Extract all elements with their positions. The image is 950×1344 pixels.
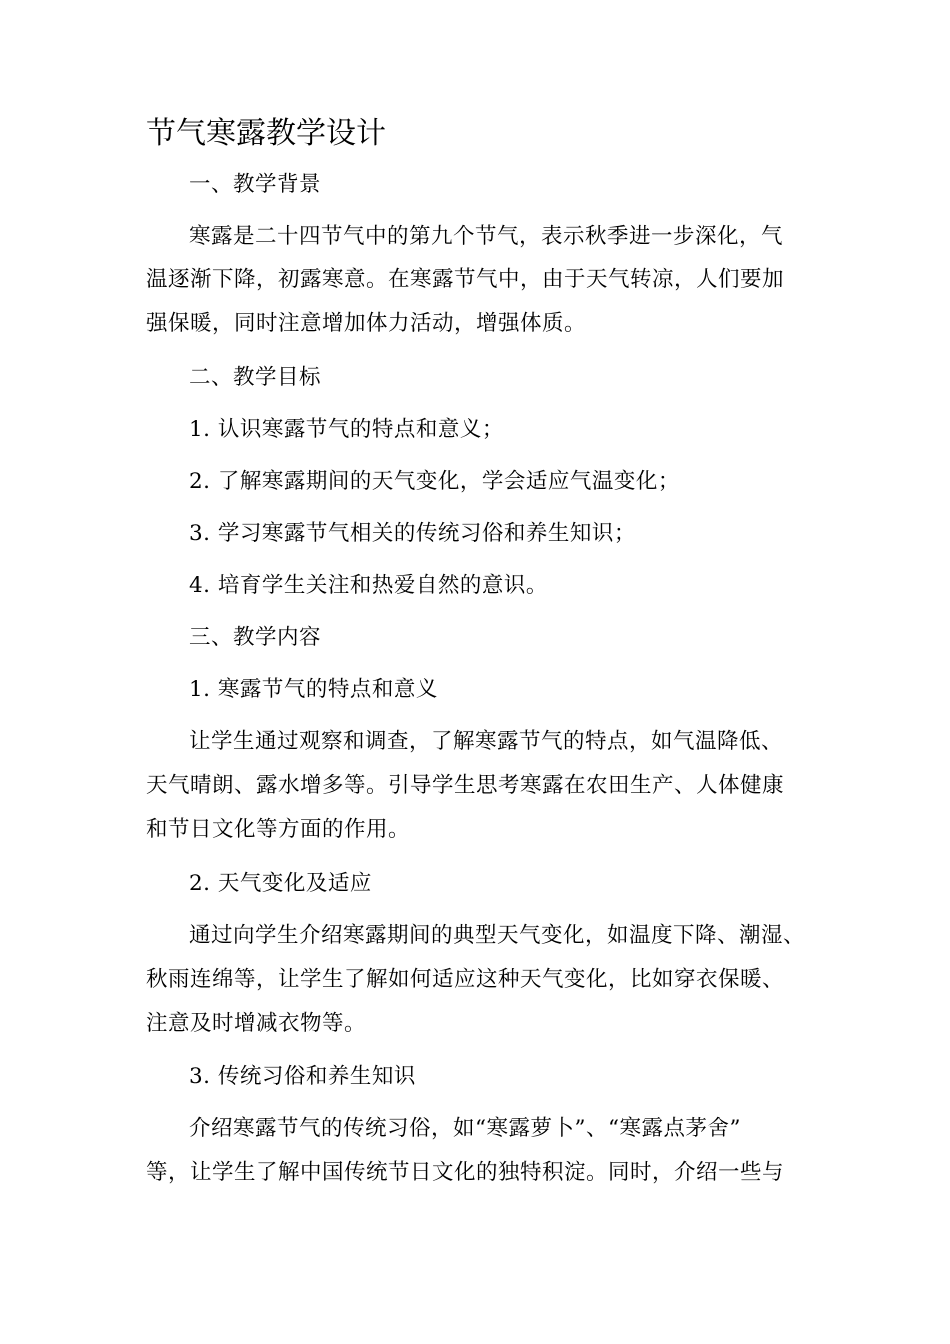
paragraph-line: 强保暖，同时注意增加体力活动，增强体质。: [146, 311, 587, 336]
section-heading-background: 一、教学背景: [189, 172, 322, 197]
section-heading-goals: 二、教学目标: [189, 365, 322, 390]
subsection-heading: 1. 寒露节气的特点和意义: [189, 677, 438, 702]
paragraph-line: 注意及时增减衣物等。: [146, 1011, 367, 1036]
goal-item: 2. 了解寒露期间的天气变化，学会适应气温变化；: [189, 469, 680, 494]
paragraph-line: 和节日文化等方面的作用。: [146, 817, 411, 842]
paragraph-line: 天气晴朗、露水增多等。引导学生思考寒露在农田生产、人体健康: [146, 773, 785, 798]
paragraph-line: 秋雨连绵等，让学生了解如何适应这种天气变化，比如穿衣保暖、: [146, 967, 785, 992]
goal-item: 4. 培育学生关注和热爱自然的意识。: [189, 573, 548, 598]
section-heading-content: 三、教学内容: [189, 625, 322, 650]
paragraph-line: 介绍寒露节气的传统习俗，如“寒露萝卜”、“寒露点茅舍”: [189, 1116, 741, 1141]
subsection-heading: 2. 天气变化及适应: [189, 871, 372, 896]
goal-item: 1. 认识寒露节气的特点和意义；: [189, 417, 504, 442]
goal-item: 3. 学习寒露节气相关的传统习俗和养生知识；: [189, 521, 636, 546]
paragraph-line: 温逐渐下降，初露寒意。在寒露节气中，由于天气转凉，人们要加: [146, 267, 785, 292]
paragraph-line: 让学生通过观察和调查，了解寒露节气的特点，如气温降低、: [189, 729, 784, 754]
paragraph-line: 通过向学生介绍寒露期间的典型天气变化，如温度下降、潮湿、: [189, 923, 806, 948]
subsection-heading: 3. 传统习俗和养生知识: [189, 1064, 416, 1089]
paragraph-line: 等，让学生了解中国传统节日文化的独特积淀。同时，介绍一些与: [146, 1160, 785, 1185]
document-title: 节气寒露教学设计: [146, 116, 386, 151]
paragraph-line: 寒露是二十四节气中的第九个节气，表示秋季进一步深化，气: [189, 224, 784, 249]
